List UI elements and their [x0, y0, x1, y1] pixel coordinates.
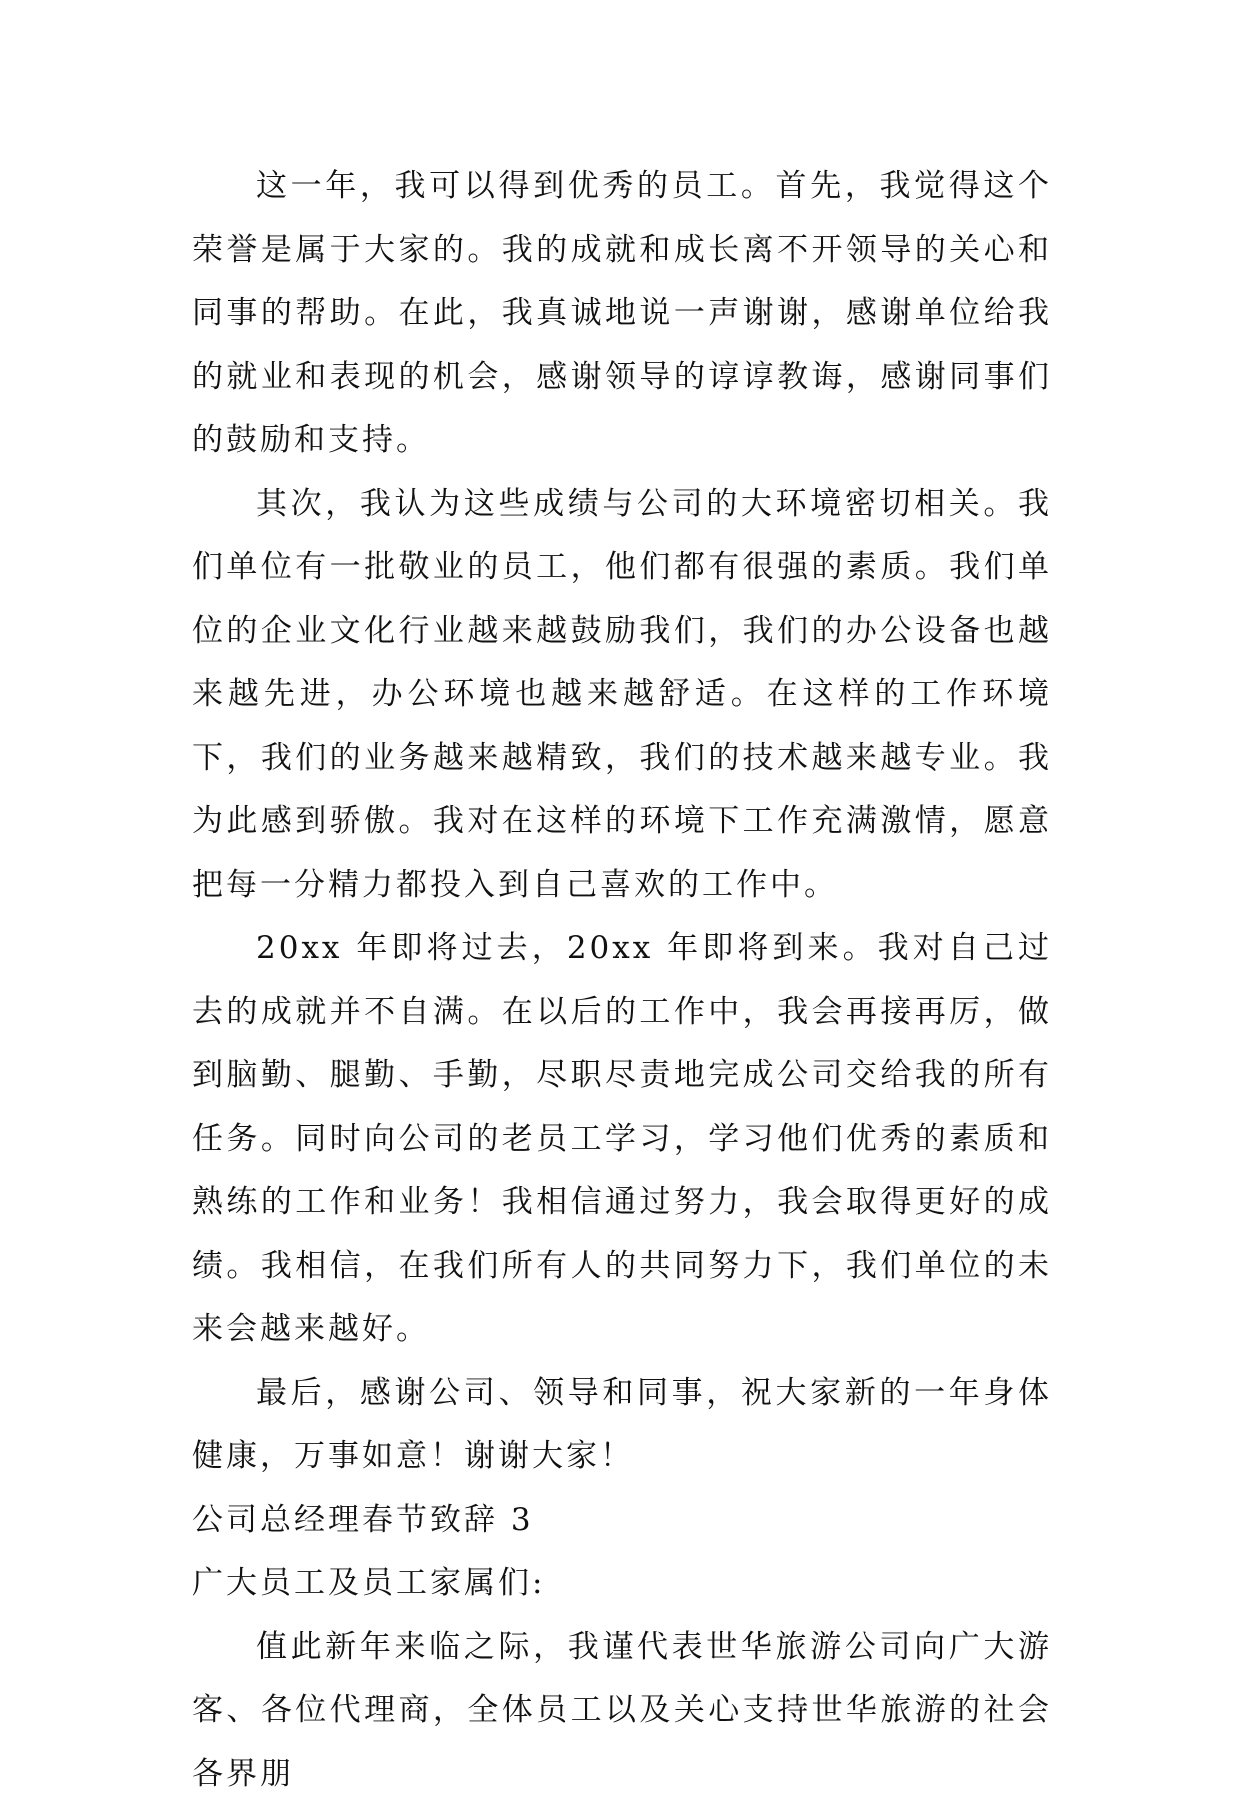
paragraph-new-year-goals: 20xx 年即将过去，20xx 年即将到来。我对自己过去的成就并不自满。在以后的工作中，我会再接再厉，做到脑勤、腿勤、手勤，尽职尽责地完成公司交给我的所有任务。同时向公司的老员工学习，学习他们优秀的素质和熟练的工作和业务！我相信通过努力，我会取得更好的成绩。我相信，在我们所有人的共同努力下，我们单位的未来会越来越好。 [192, 917, 1052, 1362]
section-title: 公司总经理春节致辞 3 [192, 1489, 1052, 1553]
paragraph-honor-thanks: 这一年，我可以得到优秀的员工。首先，我觉得这个荣誉是属于大家的。我的成就和成长离不开领导的关心和同事的帮助。在此，我真诚地说一声谢谢，感谢单位给我的就业和表现的机会，感谢领导的谆谆教诲，感谢同事们的鼓励和支持。 [192, 155, 1052, 473]
document-body [192, 155, 1052, 1806]
salutation: 广大员工及员工家属们: [192, 1552, 1052, 1616]
paragraph-new-year-greeting: 值此新年来临之际，我谨代表世华旅游公司向广大游客、各位代理商，全体员工以及关心支持世华旅游的社会各界朋 [192, 1616, 1052, 1806]
paragraph-company-environment: 其次，我认为这些成绩与公司的大环境密切相关。我们单位有一批敬业的员工，他们都有很强的素质。我们单位的企业文化行业越来越鼓励我们，我们的办公设备也越来越先进，办公环境也越来越舒适。在这样的工作环境下，我们的业务越来越精致，我们的技术越来越专业。我为此感到骄傲。我对在这样的环境下工作充满激情，愿意把每一分精力都投入到自己喜欢的工作中。 [192, 473, 1052, 918]
paragraph-closing-wishes: 最后，感谢公司、领导和同事，祝大家新的一年身体健康，万事如意！谢谢大家！ [192, 1362, 1052, 1489]
